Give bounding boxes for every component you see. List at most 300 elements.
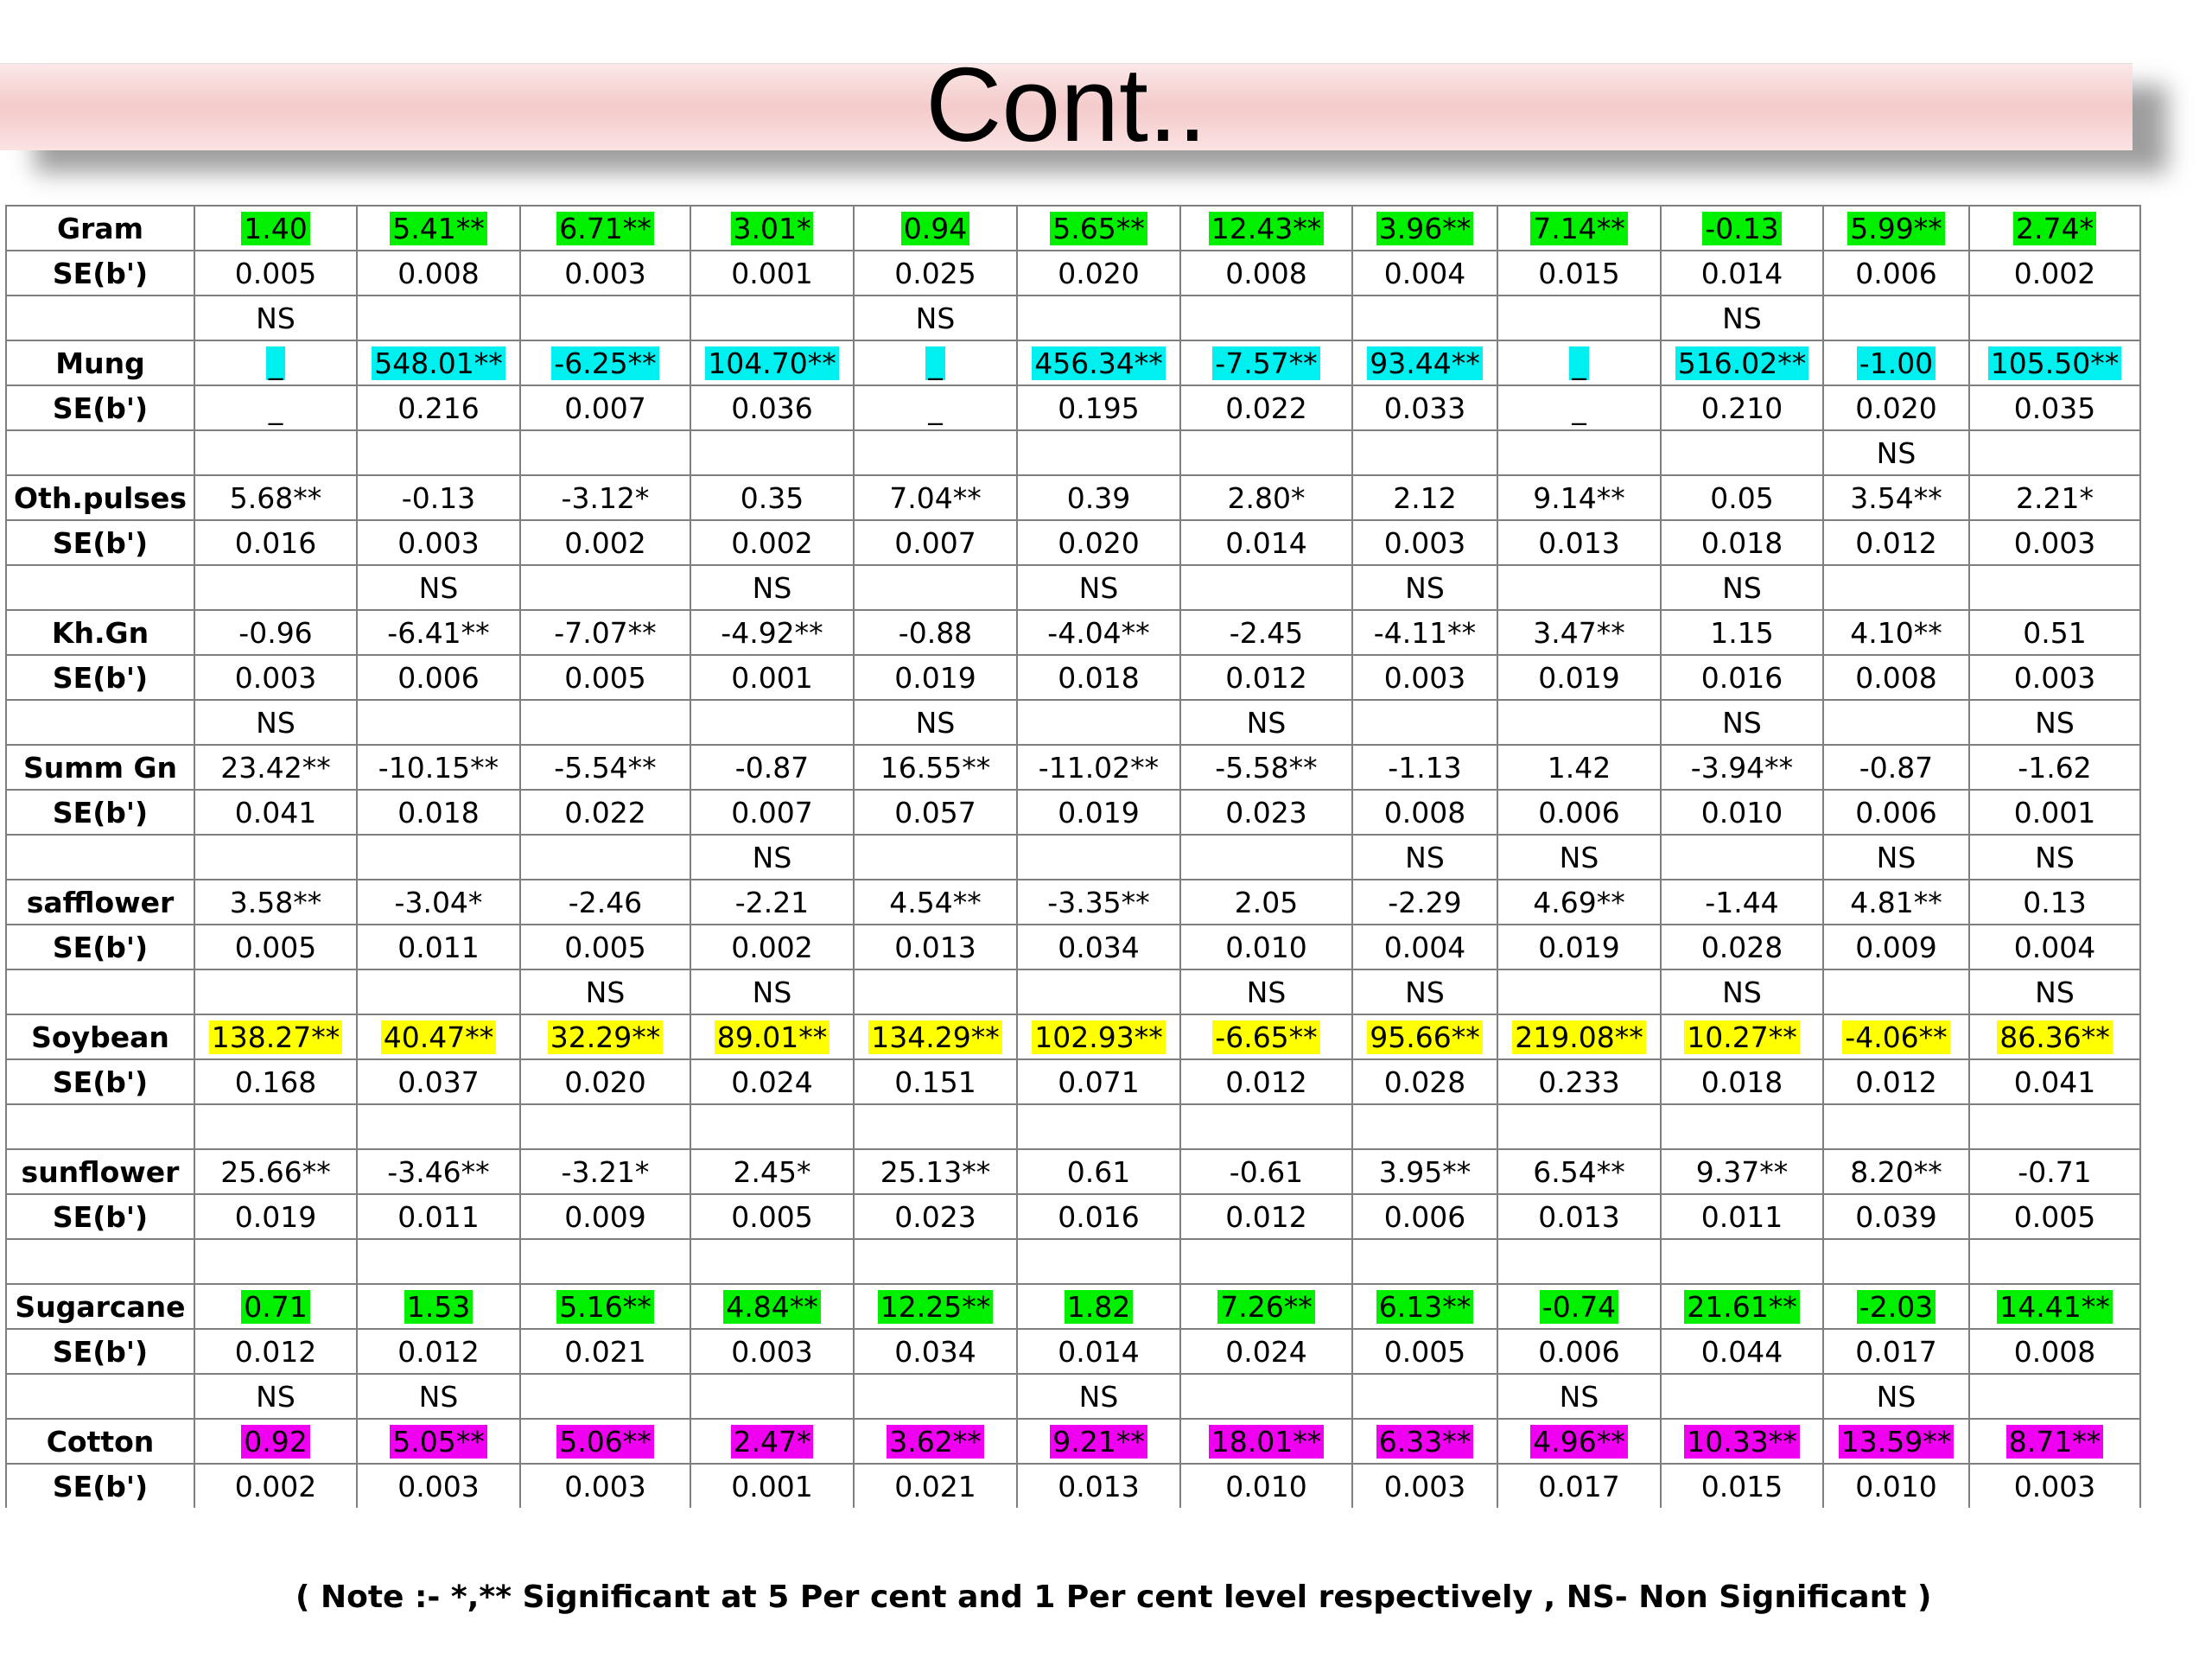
table-cell: 0.018: [1661, 520, 1823, 565]
table-cell: [520, 206, 690, 251]
table-cell: [357, 700, 520, 745]
table-cell: [1823, 1284, 1969, 1329]
table-cell: [1352, 1104, 1497, 1149]
table-cell: 0.005: [194, 925, 357, 969]
table-cell: [1497, 1239, 1661, 1284]
table-cell: [854, 565, 1017, 610]
table-cell: [1969, 1239, 2140, 1284]
table-cell: 4.81**: [1823, 880, 1969, 925]
table-cell: 1.42: [1497, 745, 1661, 790]
row-label: SE(b'): [6, 520, 194, 565]
table-cell: -5.58**: [1180, 745, 1352, 790]
table-cell: [1497, 700, 1661, 745]
table-cell: 0.019: [1497, 925, 1661, 969]
table-cell: [1969, 1419, 2140, 1464]
table-cell: [1497, 430, 1661, 475]
table-cell: NS: [1969, 835, 2140, 880]
table-cell: 0.008: [357, 251, 520, 296]
table-cell: 0.007: [520, 385, 690, 430]
table-cell: [1017, 430, 1180, 475]
table-cell: [357, 1419, 520, 1464]
table-cell: 0.016: [1017, 1194, 1180, 1239]
table-cell: [1661, 1284, 1823, 1329]
highlighted-value: 1.53: [404, 1290, 473, 1324]
table-cell: [1969, 565, 2140, 610]
table-cell: [1017, 296, 1180, 340]
table-cell: [520, 835, 690, 880]
table-row: [6, 969, 2140, 1014]
table-cell: [690, 340, 854, 385]
table-row: [6, 1329, 2140, 1374]
table-cell: 0.021: [520, 1329, 690, 1374]
table-cell: [520, 340, 690, 385]
table-cell: 4.54**: [854, 880, 1017, 925]
highlighted-value: 7.26**: [1217, 1290, 1314, 1324]
table-cell: 0.022: [520, 790, 690, 835]
regression-table: [5, 205, 2141, 1508]
highlighted-value: 548.01**: [372, 346, 505, 380]
table-cell: 0.003: [1969, 655, 2140, 700]
table-row: [6, 251, 2140, 296]
table-cell: 0.019: [1017, 790, 1180, 835]
table-cell: 0.019: [1497, 655, 1661, 700]
table-cell: -3.94**: [1661, 745, 1823, 790]
row-label: Summ Gn: [6, 745, 194, 790]
table-cell: 0.002: [520, 520, 690, 565]
highlighted-value: -0.13: [1702, 212, 1781, 245]
table-cell: [1017, 700, 1180, 745]
table-cell: 0.012: [194, 1329, 357, 1374]
table-cell: 0.003: [357, 520, 520, 565]
row-label: [6, 565, 194, 610]
table-cell: [520, 296, 690, 340]
table-cell: [520, 1419, 690, 1464]
table-cell: [1352, 1239, 1497, 1284]
table-cell: [1180, 296, 1352, 340]
table-cell: [854, 1419, 1017, 1464]
table-row: [6, 520, 2140, 565]
table-row: [6, 430, 2140, 475]
table-cell: 4.10**: [1823, 610, 1969, 655]
table-cell: [1017, 206, 1180, 251]
row-label: [6, 835, 194, 880]
table-cell: 0.002: [194, 1464, 357, 1508]
table-cell: NS: [1352, 969, 1497, 1014]
table-cell: 0.020: [520, 1059, 690, 1104]
highlighted-value: 105.50**: [1988, 346, 2121, 380]
table-cell: -1.62: [1969, 745, 2140, 790]
table-cell: [520, 565, 690, 610]
highlighted-value: 32.29**: [548, 1020, 663, 1054]
table-cell: NS: [1661, 296, 1823, 340]
table-cell: 3.47**: [1497, 610, 1661, 655]
table-row: [6, 610, 2140, 655]
row-label: [6, 700, 194, 745]
table-cell: [1969, 1374, 2140, 1419]
table-cell: [1017, 1284, 1180, 1329]
table-cell: [1352, 1419, 1497, 1464]
highlighted-value: 3.96**: [1376, 212, 1473, 245]
table-cell: 25.13**: [854, 1149, 1017, 1194]
table-cell: 0.023: [854, 1194, 1017, 1239]
table-cell: NS: [1497, 835, 1661, 880]
table-cell: [1823, 206, 1969, 251]
table-cell: 0.003: [690, 1329, 854, 1374]
highlighted-value: 5.06**: [556, 1425, 653, 1459]
table-cell: 0.028: [1661, 925, 1823, 969]
table-cell: 0.006: [1823, 251, 1969, 296]
table-cell: [690, 296, 854, 340]
table-cell: 2.12: [1352, 475, 1497, 520]
table-cell: -2.46: [520, 880, 690, 925]
table-cell: [854, 340, 1017, 385]
table-cell: NS: [1352, 835, 1497, 880]
row-label: SE(b'): [6, 1059, 194, 1104]
table-cell: [1661, 1374, 1823, 1419]
table-cell: -0.87: [690, 745, 854, 790]
highlighted-value: 0.71: [241, 1290, 309, 1324]
row-label: [6, 1374, 194, 1419]
table-row: [6, 1149, 2140, 1194]
table-cell: 0.018: [1661, 1059, 1823, 1104]
table-row: [6, 1239, 2140, 1284]
table-cell: 0.005: [520, 925, 690, 969]
table-cell: [690, 1284, 854, 1329]
table-cell: 0.012: [1180, 1059, 1352, 1104]
table-cell: 0.036: [690, 385, 854, 430]
table-cell: -2.21: [690, 880, 854, 925]
table-cell: -11.02**: [1017, 745, 1180, 790]
table-cell: 0.012: [1823, 520, 1969, 565]
table-cell: [357, 296, 520, 340]
table-cell: 0.023: [1180, 790, 1352, 835]
table-row: [6, 1014, 2140, 1059]
table-cell: -0.87: [1823, 745, 1969, 790]
row-label: [6, 969, 194, 1014]
table-cell: [357, 430, 520, 475]
table-cell: NS: [1823, 835, 1969, 880]
table-cell: 0.018: [1017, 655, 1180, 700]
table-cell: [1180, 835, 1352, 880]
table-cell: [357, 206, 520, 251]
table-row: [6, 745, 2140, 790]
table-cell: _: [1497, 385, 1661, 430]
table-cell: NS: [357, 565, 520, 610]
table-cell: [357, 1014, 520, 1059]
table-cell: [1661, 1104, 1823, 1149]
table-cell: 2.80*: [1180, 475, 1352, 520]
highlighted-value: 5.65**: [1050, 212, 1147, 245]
table-cell: [1969, 430, 2140, 475]
highlighted-value: -2.03: [1857, 1290, 1936, 1324]
row-label: SE(b'): [6, 385, 194, 430]
highlighted-value: 2.74*: [2013, 212, 2096, 245]
table-row: [6, 475, 2140, 520]
table-cell: 0.005: [1352, 1329, 1497, 1374]
highlighted-value: 9.21**: [1050, 1425, 1147, 1459]
table-cell: 0.003: [1352, 520, 1497, 565]
table-cell: [1352, 340, 1497, 385]
highlighted-value: _: [925, 346, 945, 380]
table-cell: [520, 1239, 690, 1284]
table-cell: 0.035: [1969, 385, 2140, 430]
table-cell: 0.010: [1180, 925, 1352, 969]
table-cell: -3.46**: [357, 1149, 520, 1194]
table-cell: 0.013: [854, 925, 1017, 969]
table-cell: [690, 1239, 854, 1284]
table-cell: [1180, 206, 1352, 251]
table-cell: 9.14**: [1497, 475, 1661, 520]
table-cell: [194, 340, 357, 385]
table-cell: 0.020: [1823, 385, 1969, 430]
table-cell: [1352, 206, 1497, 251]
highlighted-value: 4.96**: [1530, 1425, 1627, 1459]
table-cell: 0.008: [1352, 790, 1497, 835]
table-cell: [1180, 1104, 1352, 1149]
highlighted-value: 95.66**: [1367, 1020, 1482, 1054]
row-label: Kh.Gn: [6, 610, 194, 655]
table-cell: 0.019: [854, 655, 1017, 700]
table-cell: 4.69**: [1497, 880, 1661, 925]
table-cell: [1823, 340, 1969, 385]
row-label: SE(b'): [6, 1329, 194, 1374]
highlighted-value: 102.93**: [1032, 1020, 1165, 1054]
table-cell: NS: [194, 1374, 357, 1419]
table-cell: [854, 1374, 1017, 1419]
table-cell: NS: [690, 835, 854, 880]
table-cell: 0.61: [1017, 1149, 1180, 1194]
table-cell: [1497, 969, 1661, 1014]
table-cell: 0.021: [854, 1464, 1017, 1508]
table-cell: 0.006: [357, 655, 520, 700]
table-cell: [690, 700, 854, 745]
table-cell: [1180, 1419, 1352, 1464]
highlighted-value: 134.29**: [868, 1020, 1001, 1054]
table-cell: 0.002: [690, 925, 854, 969]
significance-note: ( Note :- *,** Significant at 5 Per cent and 1 Per cent level respectively , NS- Non Significant ): [296, 1580, 1932, 1615]
table-cell: -1.44: [1661, 880, 1823, 925]
table-cell: NS: [1969, 700, 2140, 745]
table-cell: 0.071: [1017, 1059, 1180, 1104]
table-cell: 0.008: [1823, 655, 1969, 700]
table-cell: [690, 1014, 854, 1059]
table-cell: [1969, 1014, 2140, 1059]
table-cell: 0.044: [1661, 1329, 1823, 1374]
table-cell: 0.009: [1823, 925, 1969, 969]
row-label: Soybean: [6, 1014, 194, 1059]
highlighted-value: _: [266, 346, 286, 380]
table-cell: [1969, 296, 2140, 340]
highlighted-value: 10.27**: [1684, 1020, 1799, 1054]
table-row: [6, 1419, 2140, 1464]
row-label: SE(b'): [6, 790, 194, 835]
table-row: [6, 385, 2140, 430]
table-cell: 0.016: [194, 520, 357, 565]
table-cell: _: [854, 385, 1017, 430]
table-cell: NS: [1823, 1374, 1969, 1419]
table-cell: 8.20**: [1823, 1149, 1969, 1194]
row-label: SE(b'): [6, 1194, 194, 1239]
table-cell: [1823, 969, 1969, 1014]
table-cell: [1823, 1419, 1969, 1464]
table-cell: 0.004: [1969, 925, 2140, 969]
table-cell: NS: [1017, 1374, 1180, 1419]
page-title: Cont..: [925, 46, 1207, 163]
table-row: [6, 1104, 2140, 1149]
table-cell: 0.007: [854, 520, 1017, 565]
table-cell: [1969, 340, 2140, 385]
row-label: [6, 1239, 194, 1284]
table-cell: -0.61: [1180, 1149, 1352, 1194]
table-cell: [1017, 1014, 1180, 1059]
table-cell: 0.003: [520, 1464, 690, 1508]
table-cell: 2.45*: [690, 1149, 854, 1194]
highlighted-value: 219.08**: [1512, 1020, 1645, 1054]
table-row: [6, 700, 2140, 745]
row-label: SE(b'): [6, 1464, 194, 1508]
table-cell: 0.003: [1969, 1464, 2140, 1508]
table-cell: 0.151: [854, 1059, 1017, 1104]
highlighted-value: 5.05**: [390, 1425, 486, 1459]
table-cell: [520, 700, 690, 745]
table-cell: 0.003: [520, 251, 690, 296]
highlighted-value: 93.44**: [1367, 346, 1482, 380]
table-row: [6, 565, 2140, 610]
table-cell: [1497, 565, 1661, 610]
table-cell: 7.04**: [854, 475, 1017, 520]
row-label: SE(b'): [6, 251, 194, 296]
table-row: [6, 1194, 2140, 1239]
table-cell: 6.54**: [1497, 1149, 1661, 1194]
table-cell: 0.006: [1497, 790, 1661, 835]
row-label: Mung: [6, 340, 194, 385]
highlighted-value: 0.92: [241, 1425, 309, 1459]
table-cell: [854, 969, 1017, 1014]
table-cell: [1497, 1284, 1661, 1329]
table-cell: 0.005: [194, 251, 357, 296]
table-cell: 3.95**: [1352, 1149, 1497, 1194]
table-cell: NS: [357, 1374, 520, 1419]
highlighted-value: 6.13**: [1376, 1290, 1473, 1324]
table-cell: 0.057: [854, 790, 1017, 835]
highlighted-value: -7.57**: [1212, 346, 1319, 380]
row-label: Gram: [6, 206, 194, 251]
table-cell: [357, 340, 520, 385]
table-cell: [194, 1284, 357, 1329]
table-cell: [1352, 700, 1497, 745]
table-cell: [1823, 700, 1969, 745]
table-cell: [1497, 1104, 1661, 1149]
table-cell: 0.002: [690, 520, 854, 565]
table-row: [6, 880, 2140, 925]
table-cell: [1497, 1419, 1661, 1464]
table-cell: -4.11**: [1352, 610, 1497, 655]
table-cell: 0.012: [1180, 1194, 1352, 1239]
table-cell: -0.96: [194, 610, 357, 655]
table-cell: 0.015: [1497, 251, 1661, 296]
table-cell: [194, 1239, 357, 1284]
table-cell: NS: [854, 700, 1017, 745]
table-cell: -10.15**: [357, 745, 520, 790]
table-cell: [520, 430, 690, 475]
table-cell: [1661, 430, 1823, 475]
table-cell: [1969, 1104, 2140, 1149]
table-cell: NS: [1661, 700, 1823, 745]
table-cell: [194, 1014, 357, 1059]
table-cell: -4.04**: [1017, 610, 1180, 655]
table-cell: 0.014: [1661, 251, 1823, 296]
highlighted-value: 8.71**: [2006, 1425, 2103, 1459]
row-label: safflower: [6, 880, 194, 925]
table-cell: 0.168: [194, 1059, 357, 1104]
table-cell: [1969, 206, 2140, 251]
table-cell: NS: [690, 565, 854, 610]
table-cell: 5.68**: [194, 475, 357, 520]
table-cell: 3.54**: [1823, 475, 1969, 520]
table-cell: [1180, 565, 1352, 610]
table-cell: 0.016: [1661, 655, 1823, 700]
table-cell: [520, 1284, 690, 1329]
table-cell: 0.039: [1823, 1194, 1969, 1239]
table-cell: 23.42**: [194, 745, 357, 790]
table-cell: [1180, 1014, 1352, 1059]
table-cell: 0.011: [1661, 1194, 1823, 1239]
table-cell: 0.35: [690, 475, 854, 520]
table-cell: 0.041: [1969, 1059, 2140, 1104]
table-row: [6, 925, 2140, 969]
table-cell: [1823, 1104, 1969, 1149]
table-cell: [1017, 835, 1180, 880]
table-cell: -2.45: [1180, 610, 1352, 655]
table-row: [6, 206, 2140, 251]
table-cell: 0.003: [1352, 655, 1497, 700]
table-cell: [194, 1104, 357, 1149]
highlighted-value: 7.14**: [1530, 212, 1627, 245]
table-cell: [1352, 430, 1497, 475]
table-cell: NS: [1661, 969, 1823, 1014]
table-cell: [1661, 1239, 1823, 1284]
table-cell: 16.55**: [854, 745, 1017, 790]
table-cell: [357, 969, 520, 1014]
table-cell: [854, 1284, 1017, 1329]
table-cell: 0.004: [1352, 251, 1497, 296]
table-cell: 0.020: [1017, 520, 1180, 565]
table-cell: NS: [1180, 969, 1352, 1014]
table-cell: NS: [1969, 969, 2140, 1014]
table-cell: [1823, 565, 1969, 610]
table-cell: [1661, 835, 1823, 880]
highlighted-value: 21.61**: [1684, 1290, 1799, 1324]
table-cell: [357, 1239, 520, 1284]
row-label: SE(b'): [6, 655, 194, 700]
table-cell: 9.37**: [1661, 1149, 1823, 1194]
highlighted-value: 104.70**: [705, 346, 838, 380]
table-cell: 0.006: [1497, 1329, 1661, 1374]
table-cell: 0.001: [690, 655, 854, 700]
highlighted-value: 89.01**: [715, 1020, 830, 1054]
highlighted-value: 13.59**: [1839, 1425, 1954, 1459]
table-cell: -7.07**: [520, 610, 690, 655]
table-cell: [1180, 1239, 1352, 1284]
table-cell: NS: [1661, 565, 1823, 610]
table-cell: 0.034: [1017, 925, 1180, 969]
table-cell: 0.012: [1823, 1059, 1969, 1104]
table-cell: NS: [520, 969, 690, 1014]
table-cell: 0.216: [357, 385, 520, 430]
table-cell: 0.005: [1969, 1194, 2140, 1239]
table-cell: -0.71: [1969, 1149, 2140, 1194]
table-cell: [690, 206, 854, 251]
